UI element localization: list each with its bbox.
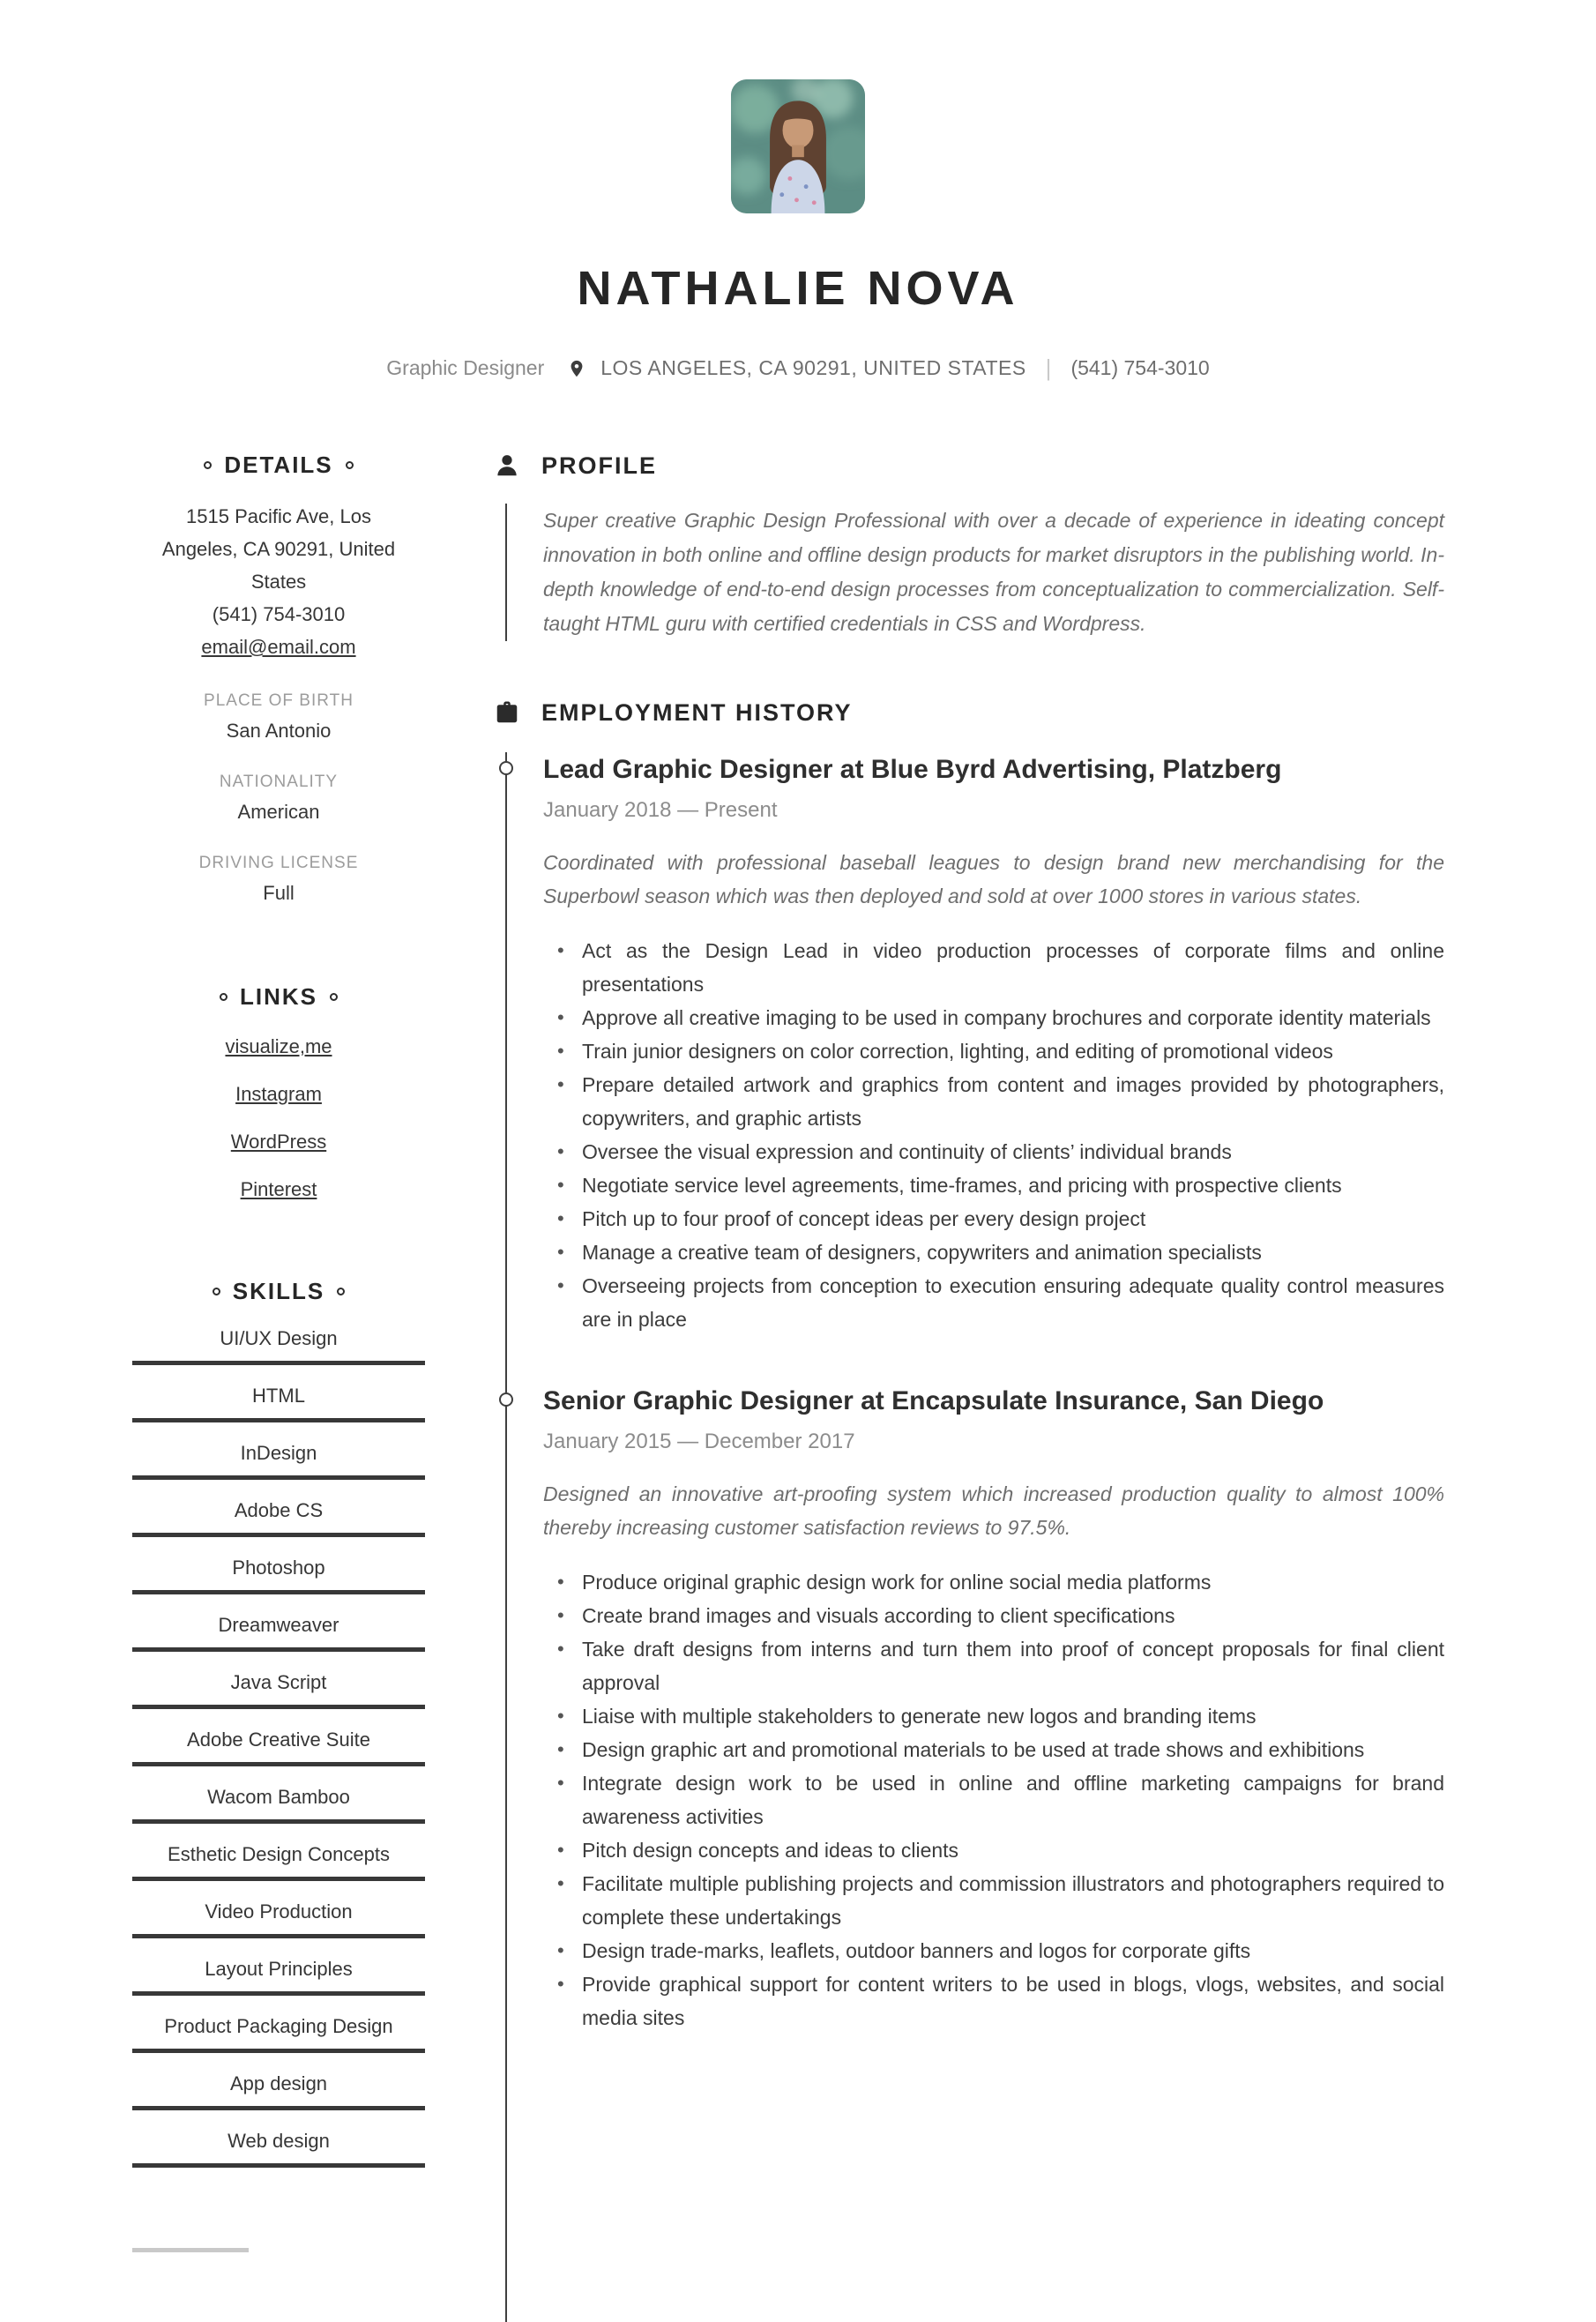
bullet-item: • Facilitate multiple publishing projects and commission illustrators and photographers required to complete these undertakings (543, 1867, 1444, 1934)
bullet-item: • Create brand images and visuals according to client specifications (543, 1599, 1444, 1632)
bullet-item: • Design trade-marks, leaflets, outdoor banners and logos for corporate gifts (543, 1934, 1444, 1967)
skill-item (132, 1613, 425, 1652)
bullet-item: • Approve all creative imaging to be used in company brochures and corporate identity materials (543, 1001, 1444, 1034)
bullet-item: • Provide graphical support for content writers to be used in blogs, vlogs, websites, and social media sites (543, 1967, 1444, 2035)
skill-item (132, 1498, 425, 1537)
details-field (132, 771, 425, 825)
bullet-item: • Pitch design concepts and ideas to clients (543, 1833, 1444, 1867)
details-field-label: PLACE OF BIRTH (204, 691, 354, 710)
skill-item (132, 1326, 425, 1365)
links-section (132, 982, 425, 1213)
bullet-item: • Integrate design work to be used in online and offline marketing campaigns for brand awareness activities (543, 1766, 1444, 1833)
skill-name: Web design (227, 2130, 330, 2152)
bullet-item: • Take draft designs from interns and turn them into proof of concept proposals for final client approval (543, 1632, 1444, 1699)
external-link[interactable]: Instagram (235, 1083, 322, 1105)
bullet-item: • Liaise with multiple stakeholders to generate new logos and branding items (543, 1699, 1444, 1733)
profile-photo (731, 79, 865, 213)
external-link[interactable]: Pinterest (240, 1178, 317, 1200)
sidebar (132, 451, 425, 2206)
skill-level-bar (132, 1877, 425, 1881)
skill-item (132, 1441, 425, 1480)
skill-name: Esthetic Design Concepts (168, 1843, 390, 1865)
entry-period: January 2015 — December 2017 (543, 1430, 855, 1453)
skill-item (132, 1670, 425, 1709)
skill-item (132, 1556, 425, 1594)
entry-title: Lead Graphic Designer at Blue Byrd Advertising, Platzberg (543, 755, 1282, 784)
skill-item (132, 1957, 425, 1996)
skill-name: Wacom Bamboo (207, 1786, 350, 1808)
details-section (132, 451, 425, 907)
bullet-item: • Negotiate service level agreements, time-frames, and pricing with prospective clients (543, 1168, 1444, 1202)
employment-heading-label: EMPLOYMENT HISTORY (541, 699, 853, 726)
skill-level-bar (132, 2163, 425, 2168)
details-fields (132, 690, 425, 907)
skill-item (132, 1785, 425, 1824)
skill-level-bar (132, 1533, 425, 1537)
profile-heading-label: PROFILE (541, 452, 658, 479)
phone-text: (541) 754-3010 (1070, 356, 1210, 379)
skill-name: App design (229, 2072, 328, 2094)
ring-icon (337, 1288, 345, 1295)
skill-item (132, 2129, 425, 2168)
ring-icon (220, 993, 227, 1001)
bullet-item: • Manage a creative team of designers, copywriters and animation specialists (543, 1236, 1444, 1269)
briefcase-icon (494, 699, 520, 726)
skill-name: Photoshop (232, 1557, 325, 1579)
skill-level-bar (132, 1705, 425, 1709)
skills-list (132, 1326, 425, 2168)
skill-item (132, 1842, 425, 1881)
bullet-item: • Train junior designers on color correction, lighting, and editing of promotional videos (543, 1034, 1444, 1068)
email-link[interactable]: email@email.com (201, 636, 356, 658)
entry-bullet-list (543, 934, 1444, 1336)
links-list (132, 1023, 425, 1213)
details-heading-label: DETAILS (224, 452, 333, 478)
skill-level-bar (132, 2049, 425, 2053)
skill-level-bar (132, 1361, 425, 1365)
skill-name: Dreamweaver (218, 1614, 339, 1636)
partial-skill-bar (132, 2248, 249, 2252)
ring-icon (330, 993, 338, 1001)
ring-icon (346, 461, 354, 469)
candidate-name: NATHALIE NOVA (577, 262, 1019, 315)
skill-name: Adobe CS (234, 1499, 324, 1521)
location-text: LOS ANGELES, CA 90291, UNITED STATES (600, 356, 1026, 379)
job-role-text: Graphic Designer (386, 356, 545, 379)
details-field-value: San Antonio (226, 720, 332, 742)
details-field-value: American (237, 801, 320, 823)
skill-level-bar (132, 1762, 425, 1766)
skill-name: Java Script (230, 1671, 327, 1693)
details-field (132, 690, 425, 744)
phone-detail-text: (541) 754-3010 (212, 603, 346, 625)
profile-photo-illustration (731, 79, 865, 213)
skill-level-bar (132, 1991, 425, 1996)
skill-level-bar (132, 1819, 425, 1824)
bullet-item: • Design graphic art and promotional materials to be used at trade shows and exhibitions (543, 1733, 1444, 1766)
skill-item (132, 1384, 425, 1422)
details-heading (132, 451, 425, 479)
links-heading-label: LINKS (240, 983, 317, 1010)
bullet-item: • Produce original graphic design work for online social media platforms (543, 1565, 1444, 1599)
entry-summary: Designed an innovative art-proofing system which increased production quality to almost 100% thereby increasing customer satisfaction reviews to 97.5%. (543, 1482, 1444, 1539)
skill-level-bar (132, 2106, 425, 2110)
profile-text: Super creative Graphic Design Professional with over a decade of experience in ideating concept innovation in both online and offline design products for market disruptors in the publishing world. In-depth knowledge of end-to-end design processes from conceptualization to commercialization. Self-taught HTML guru with certified credentials in CSS and Wordpress. (505, 504, 1481, 641)
links-heading (132, 982, 425, 1011)
main-column (494, 451, 1481, 2206)
skill-name: HTML (252, 1385, 305, 1407)
skill-item (132, 1900, 425, 1938)
ring-icon (213, 1288, 220, 1295)
header (0, 0, 1596, 382)
bullet-item: • Overseeing projects from conception to execution ensuring adequate quality control measures are in place (543, 1269, 1444, 1336)
details-field-value: Full (263, 882, 295, 904)
skill-level-bar (132, 1590, 425, 1594)
skills-heading (132, 1277, 425, 1305)
location-pin-icon (567, 359, 586, 378)
skill-name: Adobe Creative Suite (187, 1728, 370, 1751)
entry-period: January 2018 — Present (543, 798, 778, 822)
skills-section (132, 1277, 425, 2168)
entry-summary: Coordinated with professional baseball leagues to design brand new merchandising for the Superbowl season which was then deployed and sold at over 1000 stores in various states. (543, 851, 1444, 907)
employment-entry (494, 752, 1481, 1336)
header-subtitle (0, 355, 1596, 382)
skill-name: Product Packaging Design (164, 2015, 393, 2037)
profile-section (494, 451, 1481, 641)
skill-level-bar (132, 1934, 425, 1938)
entry-title: Senior Graphic Designer at Encapsulate Insurance, San Diego (543, 1386, 1324, 1415)
details-field (132, 852, 425, 907)
skill-level-bar (132, 1418, 425, 1422)
external-link[interactable]: visualize,me (225, 1035, 332, 1057)
employment-entries (494, 752, 1481, 2035)
skill-item (132, 2014, 425, 2053)
bullet-item: • Prepare detailed artwork and graphics from content and images provided by photographers, copywriters, and graphic artists (543, 1068, 1444, 1135)
employment-heading (494, 698, 1481, 728)
bullet-item: • Act as the Design Lead in video production processes of corporate films and online presentations (543, 934, 1444, 1001)
entry-bullet-list (543, 1565, 1444, 2035)
profile-heading (494, 451, 1481, 481)
separator: | (1045, 355, 1052, 381)
ring-icon (204, 461, 212, 469)
skill-level-bar (132, 1647, 425, 1652)
skill-item (132, 2072, 425, 2110)
details-field-label: DRIVING LICENSE (198, 854, 359, 872)
bullet-item: • Pitch up to four proof of concept ideas per every design project (543, 1202, 1444, 1236)
external-link[interactable]: WordPress (230, 1131, 327, 1153)
skill-name: UI/UX Design (220, 1327, 338, 1349)
skill-name: Video Production (205, 1900, 353, 1923)
skill-name: Layout Principles (205, 1958, 353, 1980)
details-field-label: NATIONALITY (219, 773, 339, 791)
address-text: 1515 Pacific Ave, Los Angeles, CA 90291, United States (161, 505, 396, 593)
skills-heading-label: SKILLS (232, 1278, 325, 1304)
content (0, 451, 1596, 2206)
skill-level-bar (132, 1475, 425, 1480)
skill-name: InDesign (240, 1442, 317, 1464)
person-icon (494, 452, 520, 479)
employment-section (494, 698, 1481, 2035)
bullet-item: • Oversee the visual expression and continuity of clients’ individual brands (543, 1135, 1444, 1168)
employment-entry (494, 1384, 1481, 2035)
skill-item (132, 1728, 425, 1766)
